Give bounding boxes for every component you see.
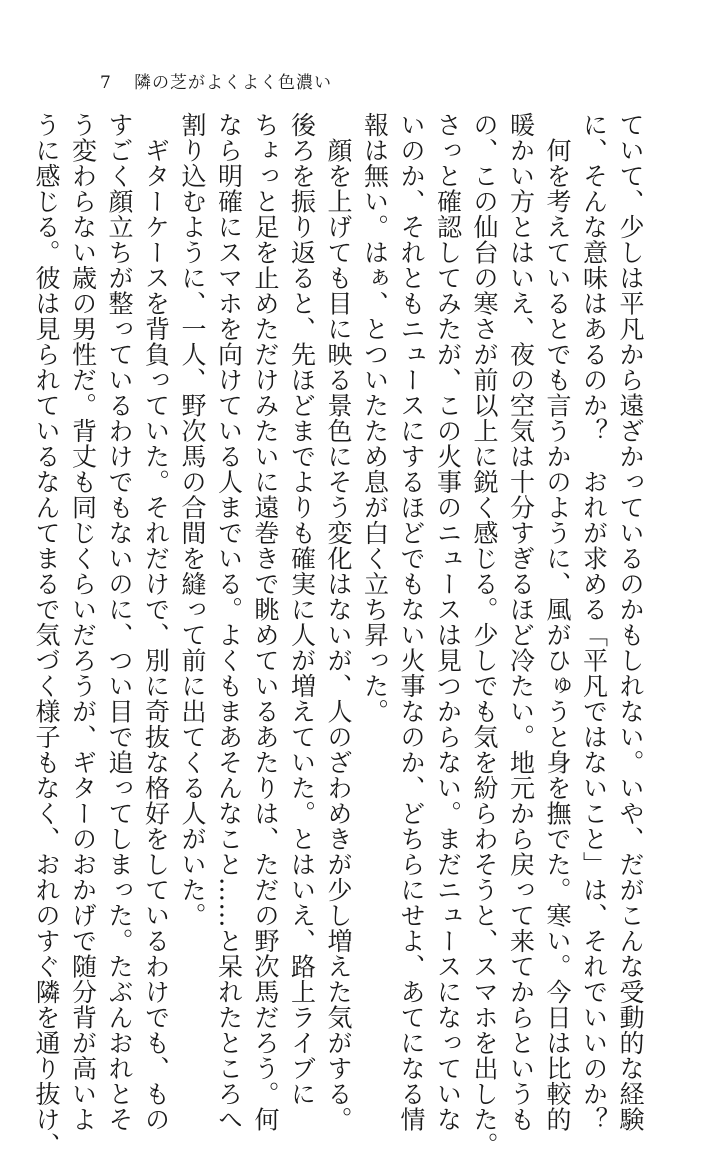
text-line: 何を考えているとでも言うかのように、風がひゅうと身を撫でた。寒い。今日は比較的 — [543, 112, 572, 1132]
text-line: なら明確にスマホを向けている人までいる。よくもまあそんなこと……と呆れたところへ — [214, 112, 244, 1132]
text-line: 後ろを振り返ると、先ほどまでよりも確実に人が増えていた。とはいえ、路上ライブに — [287, 112, 317, 1107]
text-line: 割り込むように、一人、野次馬の合間を縫って前に出てくる人がいた。 — [178, 112, 207, 928]
book-title: 隣の芝がよくよく色濃い — [134, 73, 332, 93]
text-line: さっと確認してみたが、この火事のニュースは見つからない。まだニュースになっていな — [433, 112, 463, 1132]
text-line: ちょっと足を止めただけみたいに遠巻きで眺めているあたりは、ただの野次馬だろう。何 — [251, 112, 280, 1132]
text-line: ていて、少しは平凡から遠ざかっているのかもしれない。いや、だがこんな受動的な経験 — [616, 112, 645, 1132]
text-line: に、そんな意味はあるのか？ おれが求める「平凡ではないこと」は、それでいいのか？ — [579, 112, 609, 1132]
text-line: うに感じる。彼は見られているなんてまるで気づく様子もなく、おれのすぐ隣を通り抜け、 — [32, 112, 61, 1158]
text-line: 報は無い。はぁ、とついたため息が白く立ち昇った。 — [360, 112, 390, 724]
text-line: う変わらない歳の男性だ。背丈も同じくらいだろうが、ギターのおかげで随分背が高いよ — [68, 112, 98, 1132]
text-line: ギターケースを背負っていた。それだけで、別に奇抜な格好をしているわけでも、もの — [141, 112, 171, 1132]
text-line: すごく顔立ちが整っているわけでもないのに、つい目で追ってしまった。たぶんおれとそ — [105, 112, 134, 1132]
page-number: 7 — [100, 73, 112, 93]
running-head — [100, 68, 332, 93]
text-line: 暖かい方とはいえ、夜の空気は十分すぎるほど冷たい。地元から戻って来てからというも — [506, 112, 536, 1132]
body-text — [28, 112, 649, 1158]
text-line: の、この仙台の寒さが前以上に鋭く感じる。少しでも気を紛らわそうと、スマホを出した。 — [470, 112, 499, 1158]
text-line: 顔を上げても目に映る景色にそう変化はないが、人のざわめきが少し増えた気がする。 — [324, 112, 353, 1132]
text-line: いのか、それともニュースにするほどでもない火事なのか、どちらにせよ、あてになる情 — [397, 112, 426, 1132]
